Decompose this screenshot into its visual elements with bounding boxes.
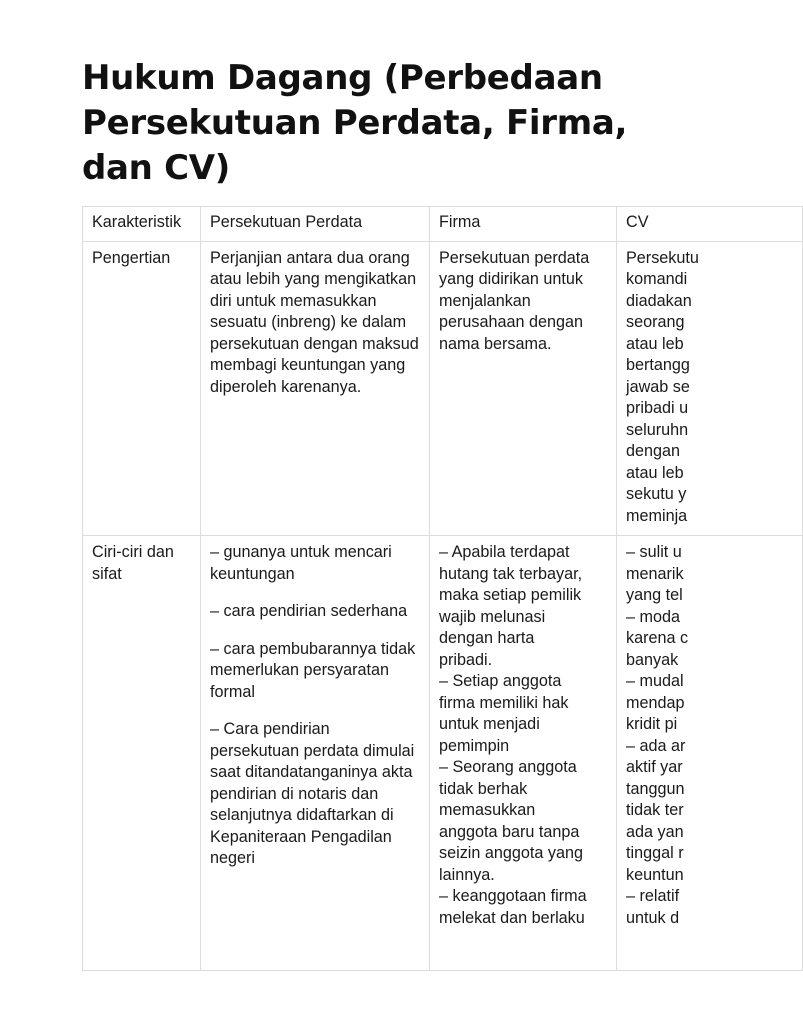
cell-line: tanggun: [626, 779, 685, 798]
cell-line: – ada ar: [626, 736, 686, 755]
list-item: – Cara pendirian persekutuan perdata dimulai saat ditandatanganinya akta pendirian di notaris dan selanjutnya didaftarkan di Kepaniteraan Pengadilan negeri: [210, 720, 415, 867]
cell-line: tinggal r: [626, 844, 684, 862]
header-karakteristik: Karakteristik: [83, 207, 201, 242]
cell-line: diadakan: [626, 291, 692, 310]
cell-line: meminja: [626, 506, 688, 525]
cell-line: tidak ter: [626, 801, 684, 819]
cell-line: – mudal: [626, 672, 684, 690]
cell-line: – moda: [626, 607, 680, 626]
cell-line: mendap: [626, 693, 685, 712]
cell-line: pribadi.: [439, 650, 493, 669]
cell-line: kridit pi: [626, 715, 678, 733]
cell-pengertian-persekutuan-perdata: Perjanjian antara dua orang atau lebih yang mengikatkan diri untuk memasukkan sesuatu (inbreng) ke dalam persekutuan dengan maksud membagi keuntungan yang diperoleh karenanya.: [201, 241, 430, 536]
cv-pengertian-lines: [626, 248, 793, 528]
cell-ciri-persekutuan-perdata: [201, 536, 430, 971]
document-title: Hukum Dagang (Perbedaan Persekutuan Perdata, Firma, dan CV): [82, 58, 628, 188]
cell-line: karena c: [626, 629, 689, 647]
cv-ciri-lines: [626, 542, 793, 929]
cell-line: maka setiap pemilik: [439, 586, 582, 604]
cell-line: hutang tak terbayar,: [439, 564, 583, 583]
cell-ciri-cv: [617, 536, 803, 971]
cell-line: dengan harta: [439, 629, 535, 647]
cell-line: atau leb: [626, 334, 684, 353]
list-item: – cara pembubarannya tidak memerlukan persyaratan formal: [210, 639, 416, 701]
table-header-row: [83, 207, 803, 242]
header-persekutuan-perdata: Persekutuan Perdata: [201, 207, 430, 242]
cell-line: seorang: [626, 313, 685, 331]
cell-line: untuk d: [626, 908, 680, 927]
firma-ciri-lines: [439, 542, 607, 929]
cell-line: lainnya.: [439, 865, 495, 884]
cell-line: seluruhn: [626, 420, 689, 439]
cell-line: dengan: [626, 442, 681, 460]
comparison-table-viewport[interactable]: [82, 206, 699, 933]
cell-line: tidak berhak: [439, 779, 528, 798]
cell-ciri-firma: [430, 536, 617, 971]
cell-pengertian-cv: [617, 241, 803, 536]
row-label-ciri-ciri-dan-sifat: Ciri-ciri dan sifat: [83, 536, 201, 971]
list-item: – cara pendirian sederhana: [210, 602, 408, 620]
cell-line: firma memiliki hak: [439, 693, 569, 712]
cell-line: memasukkan: [439, 801, 536, 819]
cell-line: pribadi u: [626, 399, 689, 417]
cell-line: aktif yar: [626, 758, 683, 776]
cell-line: sekutu y: [626, 485, 687, 503]
cell-line: seizin anggota yang: [439, 844, 583, 862]
cell-line: bertangg: [626, 356, 690, 374]
row-label-pengertian: Pengertian: [83, 241, 201, 536]
cell-line: untuk menjadi: [439, 715, 540, 733]
cell-line: – Seorang anggota: [439, 758, 577, 776]
cell-line: yang tel: [626, 586, 683, 604]
cell-line: menarik: [626, 564, 684, 583]
cell-line: keuntun: [626, 865, 684, 884]
cell-line: pemimpin: [439, 736, 510, 755]
cell-line: – relatif: [626, 887, 680, 905]
cell-line: melekat dan berlaku: [439, 908, 585, 927]
cell-line: ada yan: [626, 822, 684, 841]
cell-line: – Apabila terdapat: [439, 543, 570, 561]
cell-line: banyak: [626, 650, 679, 669]
header-firma: Firma: [430, 207, 617, 242]
cell-line: anggota baru tanpa: [439, 822, 580, 841]
comparison-table: [82, 206, 803, 971]
cell-line: – Setiap anggota: [439, 672, 562, 690]
cell-line: jawab se: [626, 377, 690, 396]
list-item: – gunanya untuk mencari keuntungan: [210, 543, 392, 583]
cell-line: – keanggotaan firma: [439, 887, 587, 905]
cell-line: – sulit u: [626, 543, 682, 561]
cell-pengertian-firma: Persekutuan perdata yang didirikan untuk menjalankan perusahaan dengan nama bersama.: [430, 241, 617, 536]
header-cv: CV: [617, 207, 803, 242]
cell-line: wajib melunasi: [439, 607, 546, 626]
cell-line: Persekutu: [626, 248, 699, 267]
table-row-pengertian: [83, 241, 803, 536]
table-row-ciri-ciri-dan-sifat: [83, 536, 803, 971]
cell-line: atau leb: [626, 463, 684, 482]
cell-line: komandi: [626, 270, 688, 288]
